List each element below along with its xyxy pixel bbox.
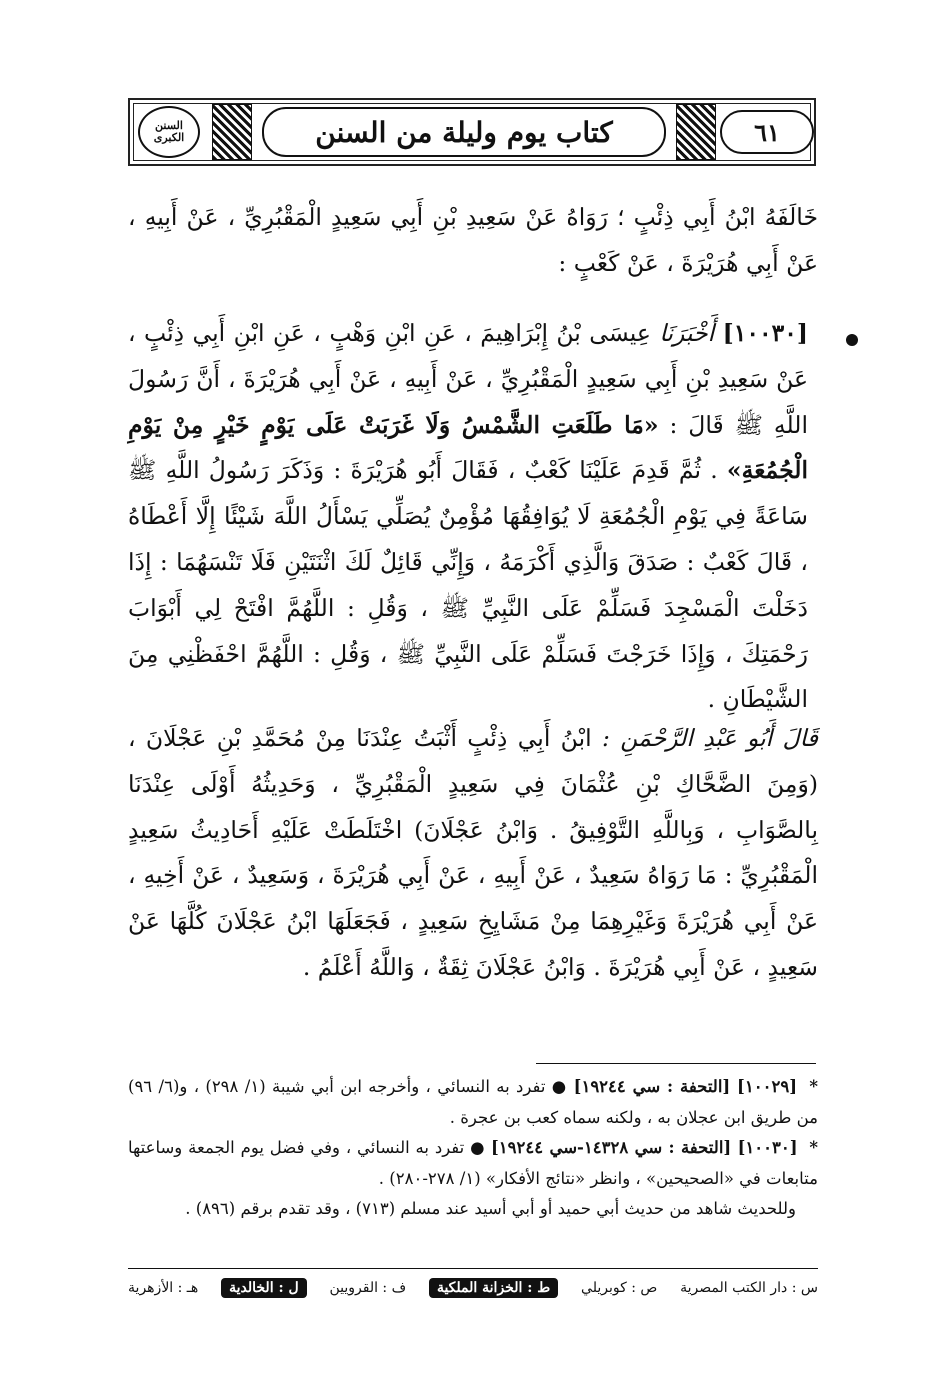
paragraph-2-text (128, 311, 838, 723)
footnote-1 (128, 1072, 818, 1133)
book-title: كتاب يوم وليلة من السنن (262, 107, 666, 157)
akhbarana-word: أَخْبَرَنَا (659, 319, 715, 347)
footnote-1-star: * (809, 1077, 818, 1096)
ornament-left (676, 104, 716, 160)
logo-seal (138, 106, 200, 158)
page-number: ٦١ (720, 110, 814, 154)
footnote-separator (536, 1063, 816, 1064)
logo-line-1: السنن (155, 118, 183, 132)
paragraph-3 (128, 716, 818, 991)
author-comment-text: ابْنُ أَبِي ذِئْبٍ أَثْبَتُ عِنْدَنَا مِنْ مُحَمَّدِ بْنِ عَجْلَانَ ، (وَمِنَ الضَّحَّاكِ بْنِ عُثْمَانَ فِي سَعِيدٍ الْمَقْبُرِيِّ ، وَحَدِيثُهُ أَوْلَى عِنْدَنَا بِالصَّوَابِ ، وَبِاللَّهِ التَّوْفِيقُ . وَابْنُ عَجْلَانَ) اخْتَلَطَتْ عَلَيْهِ أَحَادِيثُ سَعِيدٍ الْمَقْبُرِيِّ : مَا رَوَاهُ سَعِيدٌ ، عَنْ أَبِيهِ ، عَنْ أَبِي هُرَيْرَةَ ، وَسَعِيدٌ ، عَنْ أَخِيهِ ، عَنْ أَبِي هُرَيْرَةَ وَغَيْرِهِمَا مِنْ مَشَايِخِ سَعِيدٍ ، فَجَعَلَهَا ابْنُ عَجْلَانَ كُلَّهَا عَنْ سَعِيدٍ ، عَنْ أَبِي هُرَيْرَةَ . وَابْنُ عَجْلَانَ ثِقَةٌ ، وَاللَّهُ أَعْلَمُ . (128, 724, 818, 981)
author-comment-label: قَالَ أَبُو عَبْدِ الرَّحْمَنِ : (601, 724, 818, 752)
footnote-3: وللحديث شاهد من حديث أبي حميد أو أبي أسيد عند مسلم (٧١٣) ، وقد تقدم برقم (٨٩٦) . (185, 1199, 796, 1218)
paragraph-3-text (128, 716, 818, 991)
isnad-text: عِيسَى بْنُ إِبْرَاهِيمَ ، عَنِ ابْنِ وَهْبٍ ، عَنِ ابْنِ أَبِي ذِئْبٍ ، عَنْ سَعِيدِ بْنِ أَبِي سَعِيدٍ الْمَقْبُرِيِّ ، عَنْ أَبِيهِ ، عَنْ أَبِي هُرَيْرَةَ ، أَنَّ رَسُولَ اللَّهِ ﷺ قَالَ : (128, 319, 808, 439)
footnote-2-ref: [١٠٠٣٠] [التحفة : سي ١٤٣٢٨-سي ١٩٢٤٤] (490, 1138, 798, 1157)
siglum-s2: ص : كوبريلي (581, 1280, 658, 1296)
siglum-h: هـ : الأزهرية (128, 1280, 199, 1296)
footnote-1-text: ● تفرد به النسائي ، وأخرجه ابن أبي شيبة (١/ ٢٩٨) ، و(٦/ ٩٦) من طريق ابن عجلان به ، ولكنه سماه كعب بن عجرة . (128, 1077, 818, 1127)
hadith-matn: «مَا طَلَعَتِ الشَّمْسُ وَلَا غَرَبَتْ عَلَى يَوْمٍ خَيْرٍ مِنْ يَوْمِ الْجُمُعَةِ» (128, 410, 808, 485)
siglum-f: ف : القرويين (329, 1280, 407, 1296)
ornament-right (212, 104, 252, 160)
running-header (128, 98, 816, 166)
manuscript-sigla (128, 1278, 818, 1298)
sigla-rule (128, 1268, 818, 1269)
footnote-2 (128, 1133, 818, 1194)
footnote-2-star: * (809, 1138, 819, 1157)
series-logo (134, 104, 204, 160)
footnotes (128, 1072, 818, 1225)
hadith-bullet (846, 334, 858, 346)
footnote-2-text: ● تفرد به النسائي ، وفي فضل يوم الجمعة وساعتها متابعات في «الصحيحين» ، وانظر «نتائج الأفكار» (١/ ٢٧٨-٢٨٠) . (128, 1138, 818, 1188)
siglum-t: ط : الخزانة الملكية (429, 1278, 558, 1298)
siglum-s: س : دار الكتب المصرية (680, 1280, 818, 1296)
footnote-1-ref: [١٠٠٢٩] [التحفة : سي ١٩٢٤٤] (573, 1077, 797, 1096)
story-text: . ثُمَّ قَدِمَ عَلَيْنَا كَعْبٌ ، فَقَالَ أَبُو هُرَيْرَةَ : وَذَكَرَ رَسُولُ اللَّهِ ﷺ سَاعَةً فِي يَوْمِ الْجُمُعَةِ لَا يُوَافِقُهَا مُؤْمِنٌ يُصَلِّي يَسْأَلُ اللَّهَ شَيْئًا إِلَّا أَعْطَاهُ ، قَالَ كَعْبٌ : صَدَقَ وَالَّذِي أَكْرَمَهُ ، وَإِنِّي قَائِلٌ لَكَ اثْنَتَيْنِ فَلَا تَنْسَهُمَا : إِذَا دَخَلْتَ الْمَسْجِدَ فَسَلِّمْ عَلَى النَّبِيِّ ﷺ ، وَقُلِ : اللَّهُمَّ افْتَحْ لِي أَبْوَابَ رَحْمَتِكَ ، وَإِذَا خَرَجْتَ فَسَلِّمْ عَلَى النَّبِيِّ ﷺ ، وَقُلِ : اللَّهُمَّ احْفَظْنِي مِنَ الشَّيْطَانِ . (128, 456, 808, 714)
logo-line-2: الكبرى (153, 131, 185, 144)
paragraph-1 (128, 195, 818, 287)
siglum-l: ل : الخالدية (221, 1278, 307, 1298)
paragraph-2 (128, 311, 838, 723)
hadith-number: [١٠٠٣٠] (722, 319, 808, 347)
paragraph-1-text: خَالَفَهُ ابْنُ أَبِي ذِئْبٍ ؛ رَوَاهُ عَنْ سَعِيدِ بْنِ أَبِي سَعِيدٍ الْمَقْبُرِيِّ ، عَنْ أَبِيهِ ، عَنْ أَبِي هُرَيْرَةَ ، عَنْ كَعْبٍ : (128, 203, 818, 277)
